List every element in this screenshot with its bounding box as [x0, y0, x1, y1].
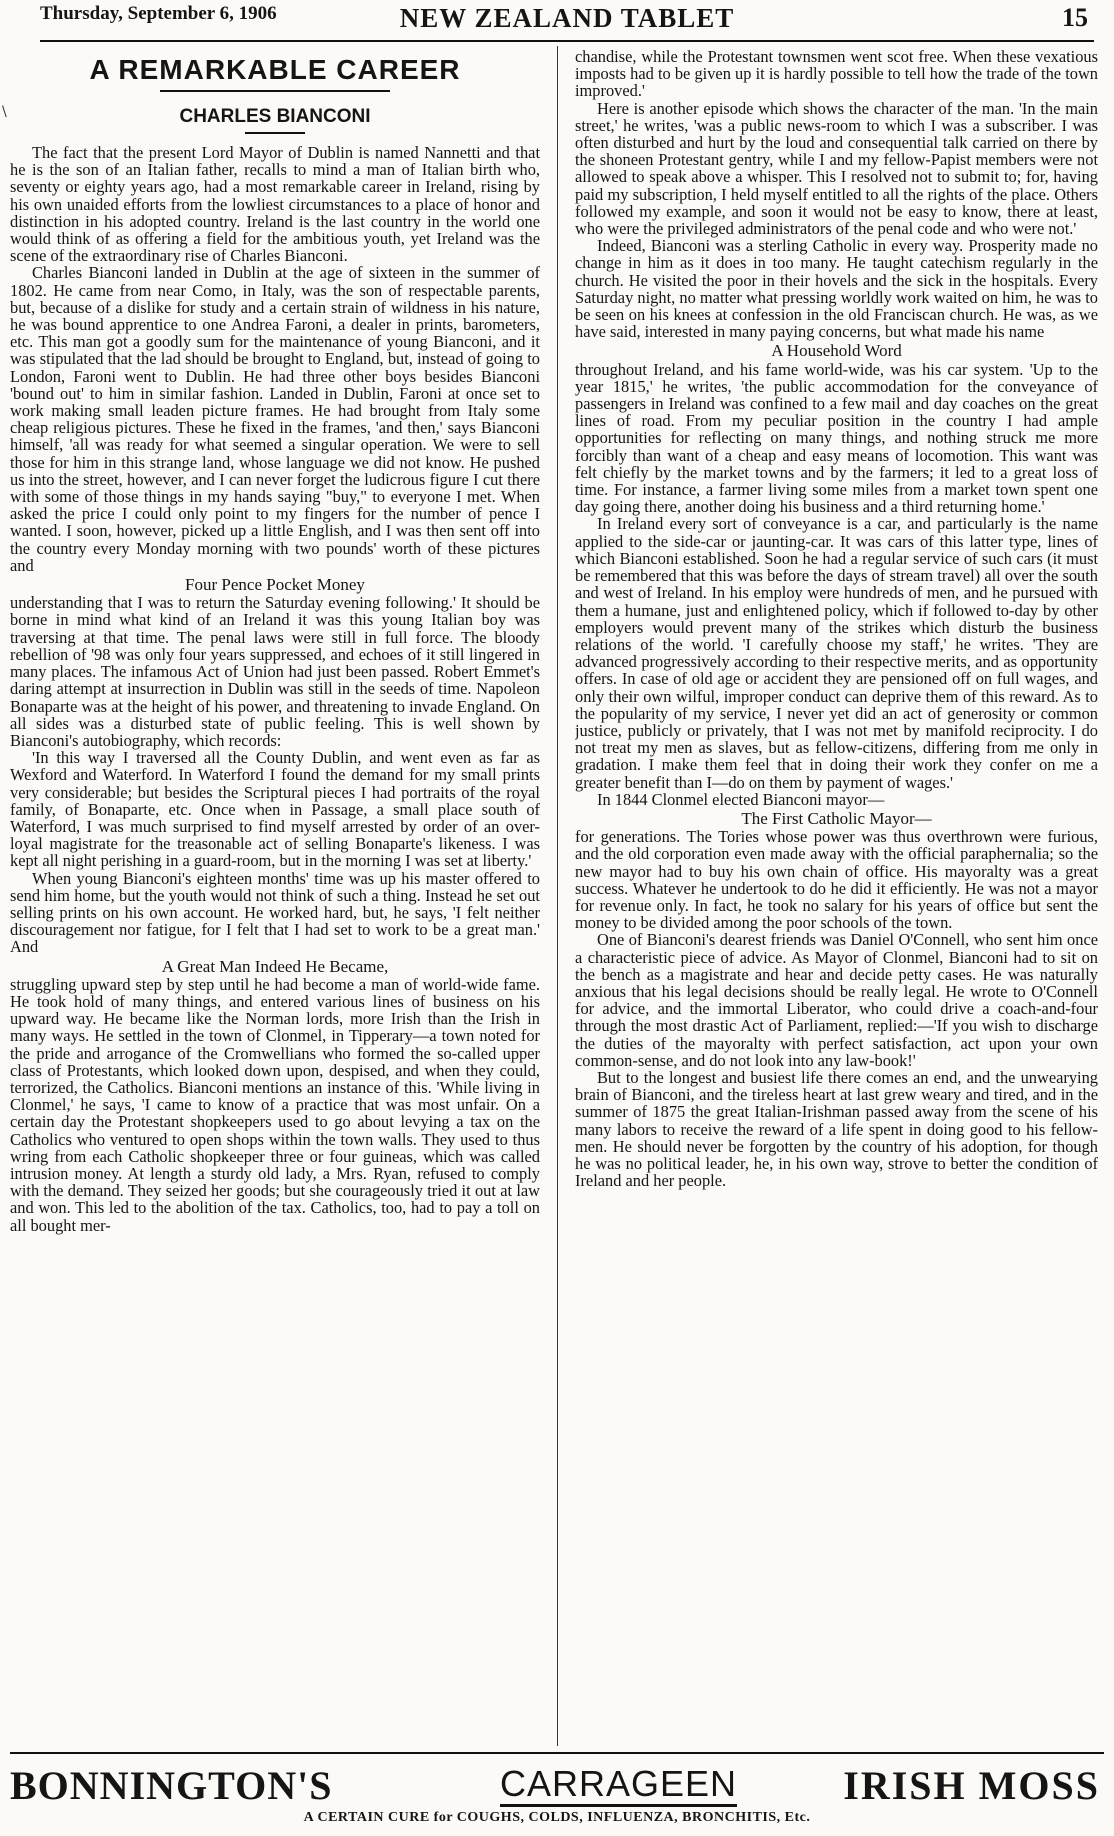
- advert-tagline: A CERTAIN CURE for COUGHS, COLDS, INFLUENZA, BRONCHITIS, Etc.: [303, 1810, 811, 1825]
- column-right: [575, 48, 1098, 1748]
- newspaper-title: NEW ZEALAND TABLET: [399, 3, 735, 33]
- paragraph: for generations. The Tories whose power was thus overthrown were furious, and the old corporation even made away with the official paraphernalia; so the new mayor had to buy his own chain of office. His mayoralty was a great success. Whatever he undertook to do he did it efficiently. He was not a mayor for revenue only. In fact, he took no salary for his years of office but sent the money to be divided among the poor schools of the town.: [575, 827, 1098, 933]
- subtitle-rule: [245, 132, 305, 134]
- paragraph: understanding that I was to return the Saturday evening following.' It should be borne in mind what kind of an Ireland it was this young Italian boy was traversing at that time. The penal laws were still in full force. The bloody rebellion of '98 was only four years suppressed, and echoes of it still lingered in many places. The infamous Act of Union had just been passed. Robert Emmet's daring attempt at insurrection in Dublin was still in the seeds of time. Napoleon Bonaparte was at the height of his power, and threatening to invade England. On all sides was a disturbed state of public feeling. This is well shown by Bianconi's autobiography, which records:: [10, 593, 540, 750]
- paragraph: struggling upward step by step until he had become a man of world-wide fame. He took hold of many things, and entered various lines of business on his upward way. He became like the Norman lords, more Irish than the Irish in many ways. He settled in the town of Clonmel, in Tipperary—a town noted for the pride and arrogance of the Cromwellians who formed the so-called upper class of Protestants, which looked down upon, despised, and when they could, terrorized, the Catholics. Bianconi mentions an instance of this. 'While living in Clonmel,' he says, 'I came to know of a practice that was most unfair. On a certain day the Protestant shopkeepers used to go about levying a tax on the Catholics who ventured to open shops within the town walls. They used to thus wring from each Catholic shopkeeper three or four guineas, which was called intrusion money. At length a sturdy old lady, a Mrs. Ryan, refused to comply with the demand. They seized her goods; but she courageously tried it out at law and won. This led to the abolition of the tax. Catholics, too, had to pay a toll on all bought mer-: [10, 974, 540, 1235]
- article-subtitle: CHARLES BIANCONI: [179, 106, 371, 127]
- paragraph: Here is another episode which shows the character of the man. 'In the main street,' he writes, 'was a public news-room to which I was a subscriber. I was often disturbed and hurt by the loud and consequential talk carried on there by the shoneen Protestant gentry, while I and my fellow-Papist members were not allowed to speak above a whisper. This I resolved not to submit to; for, having paid my subscription, I held myself entitled to all the rights of the place. Others followed my example, and soon it would not be easy to know, there at least, who were the privileged administrators of the penal code and who were not.': [575, 98, 1098, 239]
- paragraph: When young Bianconi's eighteen months' time was up his master offered to send him home, but the youth would not think of such a thing. Instead he set out selling prints on his own account. He worked hard, but, he says, 'I felt neither discouragement nor fatigue, for I felt that I had set to work to be a great man.' And: [10, 868, 540, 957]
- section-subhead: Four Pence Pocket Money: [185, 575, 365, 595]
- title-ornament-rule: [160, 90, 390, 98]
- paragraph: The fact that the present Lord Mayor of Dublin is named Nannetti and that he is the son of an Italian father, recalls to mind a man of Italian birth who, seventy or eighty years ago, had a most remarkable career in Ireland, rising by his own unaided efforts from the lowliest circumstances to a place of honor and distinction in his adopted country. Ireland is the last country in the world one would think of as offering a field for the ambitious youth, yet Ireland was the scene of the extraordinary rise of Charles Bianconi.: [10, 143, 540, 266]
- issue-date: Thursday, September 6, 1906: [40, 3, 277, 24]
- paragraph: In 1844 Clonmel elected Bianconi mayor—: [597, 789, 885, 809]
- paragraph: throughout Ireland, and his fame world-wide, was his car system. 'Up to the year 1815,' he writes, 'the public accommodation for the conveyance of passengers in Ireland was confined to a few mail and day coaches on the great lines of road. From my peculiar position in the country I had ample opportunities for reflecting on many things, and nothing struck me more forcibly than want of a cheap and easy means of locomotion. This want was felt chiefly by the market towns and by the farmers; it led to a great loss of time. For instance, a farmer living some miles from a market town spent one day going there, another doing his business and a third returning home.': [575, 359, 1098, 517]
- advertisement-banner: [10, 1752, 1104, 1832]
- paragraph: chandise, while the Protestant townsmen went scot free. When these vexatious imposts had to be given up it is hardly possible to tell how the trade of the town improved.': [575, 48, 1098, 101]
- section-subhead: A Household Word: [771, 341, 902, 361]
- margin-mark: \: [2, 104, 7, 120]
- column-rule: [557, 46, 558, 1746]
- advert-product-name: IRISH MOSS: [843, 1763, 1100, 1808]
- section-subhead: The First Catholic Mayor—: [741, 808, 932, 828]
- paragraph: Indeed, Bianconi was a sterling Catholic in every way. Prosperity made no change in him as it does in too many. He taught catechism regularly in the church. He visited the poor in their hovels and the sick in the hospitals. Every Saturday night, no matter what pressing worldly work waited on him, he was to be seen on his knees at confession in the old Franciscan church. He was, as we have said, interested in many paying concerns, but what made his name: [575, 236, 1098, 342]
- advert-product: CARRAGEEN: [500, 1764, 737, 1807]
- paragraph: In Ireland every sort of conveyance is a car, and particularly is the name applied to the side-car or jaunting-car. It was cars of this latter type, lines of which Bianconi established. Soon he had a regular service of such cars (it must be remembered that this was before the days of stream travel) all over the south and west of Ireland. In his employ were hundreds of men, and he pursued with them a humane, just and enlightened policy, which if followed to-day by other employers would prevent many of the strikes which disturb the business relations of the world. 'I carefully choose my staff,' he writes. 'They are advanced progressively according to their respective merits, and as opportunity offers. In case of old age or accident they are pensioned off on full wages, and only their own wilful, improper conduct can deprive them of this reward. As to the popularity of my service, I never yet did an act of generosity or common justice, publicly or privately, that I was not met by manifold reciprocity. I do not treat my men as slaves, but as fellow-citizens, differing from me only in gradation. I make them feel that in doing their work they confer on me a greater benefit than I—do on them by payment of wages.': [575, 514, 1098, 792]
- advert-brand: BONNINGTON'S: [10, 1763, 333, 1808]
- section-subhead: A Great Man Indeed He Became,: [161, 956, 389, 976]
- paragraph: 'In this way I traversed all the County Dublin, and went even as far as Wexford and Waterford. In Waterford I found the demand for my small prints very considerable; but besides the Scriptural pieces I had portraits of the royal family, of Bonaparte, etc. Once when in Passage, a small place south of Waterford, I was much surprised to find myself arrested by order of an over-loyal magistrate for the treasonable act of selling Bonaparte's likeness. I was kept all night perishing in a guard-room, but in the morning I was set at liberty.': [10, 748, 540, 871]
- masthead: [40, 0, 1094, 42]
- column-left: [10, 48, 540, 1748]
- article-title: A REMARKABLE CAREER: [89, 54, 461, 85]
- paragraph: Charles Bianconi landed in Dublin at the age of sixteen in the summer of 1802. He came from near Como, in Italy, was the son of respectable parents, but, because of a dislike for study and a certain strain of wildness in his nature, he was bound apprentice to one Andrea Faroni, a dealer in prints, barometers, etc. This man got a goodly sum for the maintenance of young Bianconi, and it was stipulated that the lad should be brought to England, but, instead of going to London, Faroni went to Dublin. He had three other boys besides Bianconi 'bound out' to him in similar fashion. Landed in Dublin, Faroni at once set to work making small leaden picture frames. He had brought from Italy some cheap religious pictures. These he fixed in the frames, 'and then,' says Bianconi himself, 'all was ready for what seemed a singular operation. We were to sell those for him in this strange land, whose language we did not know. He pushed us into the street, however, and I can never forget the ludicrous figure I cut there with some of those things in my hands saying "buy," to everyone I met. When asked the price I could only point to my fingers for the number of pence I wanted. I soon, however, picked up a little English, and I was then sent off into the country every Monday morning with two pounds' worth of these pictures and: [10, 263, 540, 575]
- page-number: 15: [1062, 3, 1088, 32]
- paragraph: One of Bianconi's dearest friends was Daniel O'Connell, who sent him once a characteristic piece of advice. As Mayor of Clonmel, Bianconi had to sit on the bench as a magistrate and hear and decide petty cases. He was naturally anxious that his legal decisions should be really legal. He wrote to O'Connell for advice, and the immortal Liberator, who could drive a coach-and-four through the most drastic Act of Parliament, replied:—'If you wish to discharge the duties of the mayoralty with perfect satisfaction, act upon your own common-sense, and do not look into any law-book!': [575, 930, 1098, 1070]
- paragraph: But to the longest and busiest life there comes an end, and the unwearying brain of Bianconi, and the tireless heart at last grew weary and tired, and in the summer of 1875 the great Italian-Irishman passed away from the scene of his many labors to receive the reward of a life spent in doing good to his fellow-men. He should never be forgotten by the country of his adoption, for though he was no political leader, he, in his own way, strove to better the condition of Ireland and her people.: [575, 1067, 1098, 1191]
